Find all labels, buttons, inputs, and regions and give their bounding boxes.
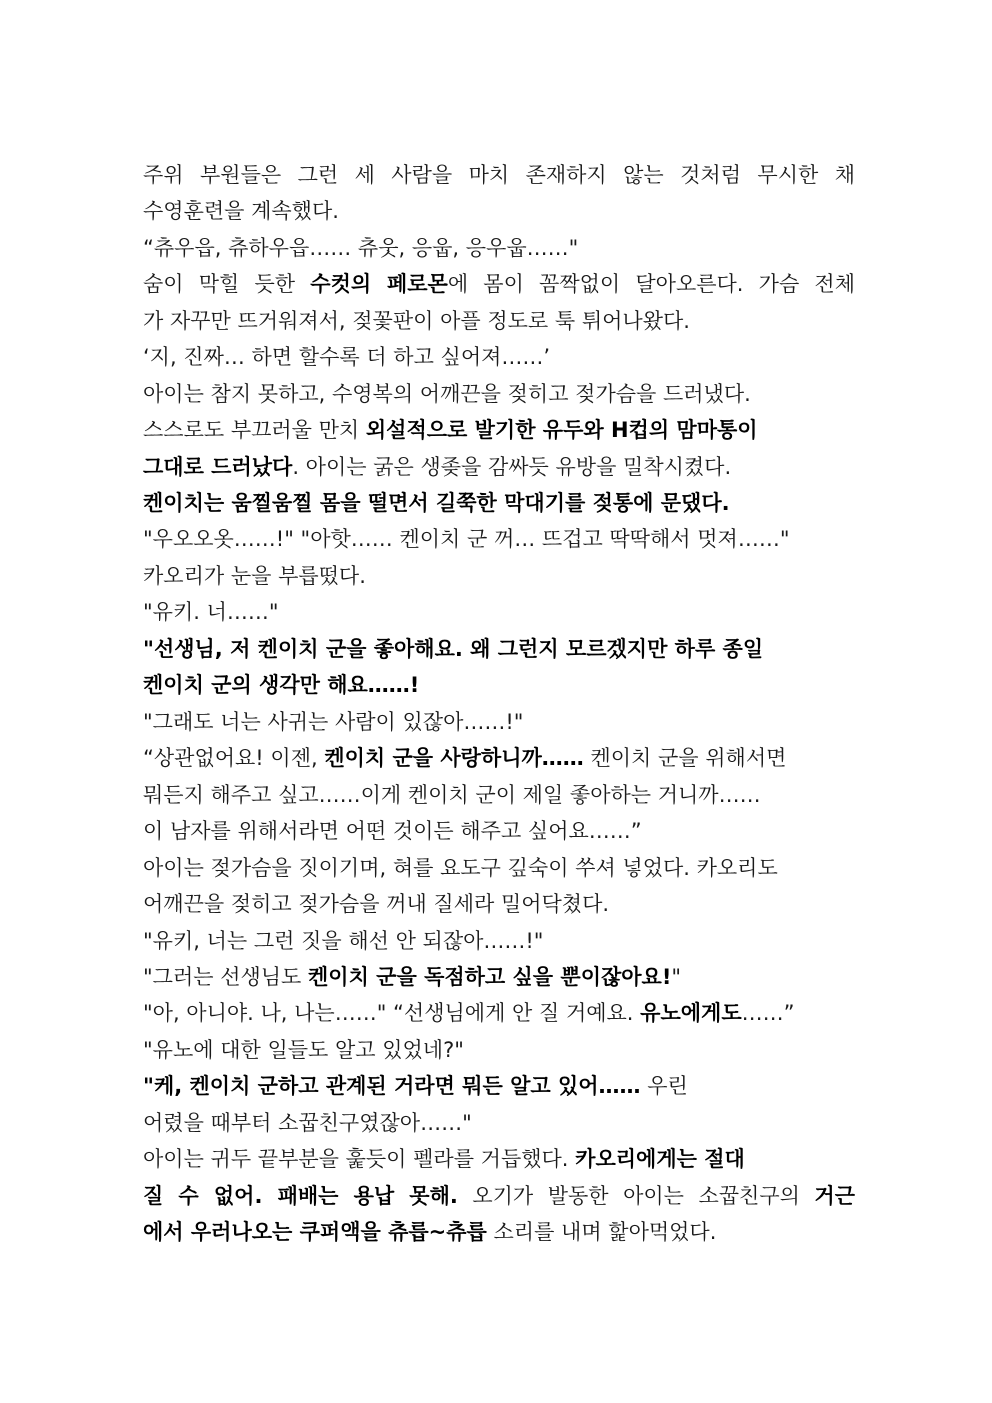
- text-span: 뭐든지 해주고 싶고……이게 켄이치 군이 제일 좋아하는 거니까……: [143, 783, 761, 807]
- text-line: [143, 705, 523, 739]
- text-span: "아, 아니야. 나, 나는……" “선생님에게 안 질 거예요.: [143, 1001, 641, 1025]
- text-line: [143, 632, 763, 666]
- text-span-bold: 수컷의 페로몬: [310, 272, 448, 296]
- text-span: 숨이 막힐 듯한: [143, 272, 311, 296]
- text-span-bold: 켄이치 군의 생각만 해요……!: [143, 673, 420, 697]
- text-line: [143, 522, 790, 556]
- text-span: 어깨끈을 젖히고 젖가슴을 꺼내 질세라 밀어닥쳤다.: [143, 892, 610, 916]
- text-line: [143, 1215, 716, 1249]
- text-span: "그래도 너는 사귀는 사람이 있잖아……!": [143, 710, 524, 734]
- text-span: "그러는 선생님도: [143, 965, 309, 989]
- text-line: [143, 595, 279, 629]
- text-line: [143, 778, 761, 812]
- text-line: [143, 1033, 464, 1067]
- text-span-bold: 외설적으로 발기한 유두와 H컵의 맘마통이: [365, 418, 758, 442]
- text-line: [143, 960, 681, 994]
- text-span-bold: 에서 우러나오는 쿠퍼액을 츄릅~츄릅: [143, 1220, 487, 1244]
- text-span-bold: 그대로 드러났다: [143, 455, 293, 479]
- text-span: 에 몸이 꼼짝없이 달아오른다. 가슴 전체: [447, 272, 855, 296]
- text-line: [143, 668, 419, 702]
- text-span-bold: 카오리에게는 절대: [575, 1147, 745, 1171]
- text-span: 아이는 귀두 끝부분을 훑듯이 펠라를 거듭했다.: [143, 1147, 576, 1171]
- text-span: 스스로도 부끄러울 만치: [143, 418, 366, 442]
- text-span: 주위 부원들은 그런 세 사람을 마치 존재하지 않는 것처럼 무시한 채: [143, 163, 855, 187]
- text-line: [143, 231, 578, 265]
- text-span-bold: 켄이치 군을 독점하고 싶을 뿐이잖아요!: [308, 965, 672, 989]
- text-span: 우린: [640, 1074, 688, 1098]
- text-span: "우오오옷……!" "아핫…… 켄이치 군 꺼… 뜨겁고 딱딱해서 멋져……": [143, 527, 790, 551]
- text-span: "유노에 대한 일들도 알고 있었네?": [143, 1038, 464, 1062]
- text-span-bold: 켄이치 군을 사랑하니까……: [324, 746, 584, 770]
- text-span-bold: 켄이치는 움찔움찔 몸을 떨면서 길쭉한 막대기를 젖통에 문댔다.: [143, 491, 730, 515]
- text-line: [143, 158, 855, 192]
- text-span: 아이는 젖가슴을 짓이기며, 혀를 요도구 깊숙이 쑤셔 넣었다. 카오리도: [143, 856, 778, 880]
- text-span-bold: 거근: [814, 1184, 855, 1208]
- text-span-bold: "케, 켄이치 군하고 관계된 거라면 뭐든 알고 있어……: [143, 1074, 641, 1098]
- text-line: [143, 1106, 472, 1140]
- text-span: “츄우읍, 츄하우읍…… 츄웃, 응웁, 응우웁……": [143, 236, 579, 260]
- text-line: [143, 741, 786, 775]
- text-line: [143, 1142, 745, 1176]
- text-span: ": [671, 965, 682, 989]
- text-line: [143, 304, 690, 338]
- text-line: [143, 814, 642, 848]
- text-span: “상관없어요! 이젠,: [143, 746, 325, 770]
- text-span-bold: "선생님, 저 켄이치 군을 좋아해요. 왜 그런지 모르겠지만 하루 종일: [143, 637, 764, 661]
- text-line: [143, 267, 855, 301]
- text-line: [143, 486, 730, 520]
- text-line: [143, 996, 795, 1030]
- text-line: [143, 851, 778, 885]
- text-span: 수영훈련을 계속했다.: [143, 199, 339, 223]
- text-line: [143, 194, 339, 228]
- text-span: 아이는 참지 못하고, 수영복의 어깨끈을 젖히고 젖가슴을 드러냈다.: [143, 382, 751, 406]
- text-span: 가 자꾸만 뜨거워져서, 젖꽃판이 아플 정도로 툭 튀어나왔다.: [143, 309, 690, 333]
- text-span: 이 남자를 위해서라면 어떤 것이든 해주고 싶어요……”: [143, 819, 642, 843]
- text-span: 카오리가 눈을 부릅떴다.: [143, 564, 366, 588]
- text-span: 오기가 발동한 아이는 소꿉친구의: [457, 1184, 815, 1208]
- text-span-bold: 유노에게도: [640, 1001, 742, 1025]
- text-span: 어렸을 때부터 소꿉친구였잖아……": [143, 1111, 472, 1135]
- text-line: [143, 887, 609, 921]
- text-line: [143, 450, 731, 484]
- text-line: [143, 413, 758, 447]
- text-span: ‘지, 진짜… 하면 할수록 더 하고 싶어져……’: [143, 345, 551, 369]
- text-span: . 아이는 굵은 생좆을 감싸듯 유방을 밀착시켰다.: [292, 455, 732, 479]
- text-line: [143, 924, 543, 958]
- text-span: 켄이치 군을 위해서면: [583, 746, 787, 770]
- text-line: [143, 1069, 688, 1103]
- text-span: 소리를 내며 핥아먹었다.: [486, 1220, 717, 1244]
- text-line: [143, 1179, 855, 1213]
- text-span: ……”: [741, 1001, 795, 1025]
- text-line: [143, 377, 751, 411]
- text-span: "유키. 너……": [143, 600, 279, 624]
- text-line: [143, 559, 366, 593]
- text-span-bold: 질 수 없어. 패배는 용납 못해.: [143, 1184, 458, 1208]
- text-line: [143, 340, 550, 374]
- text-span: "유키, 너는 그런 짓을 해선 안 되잖아……!": [143, 929, 544, 953]
